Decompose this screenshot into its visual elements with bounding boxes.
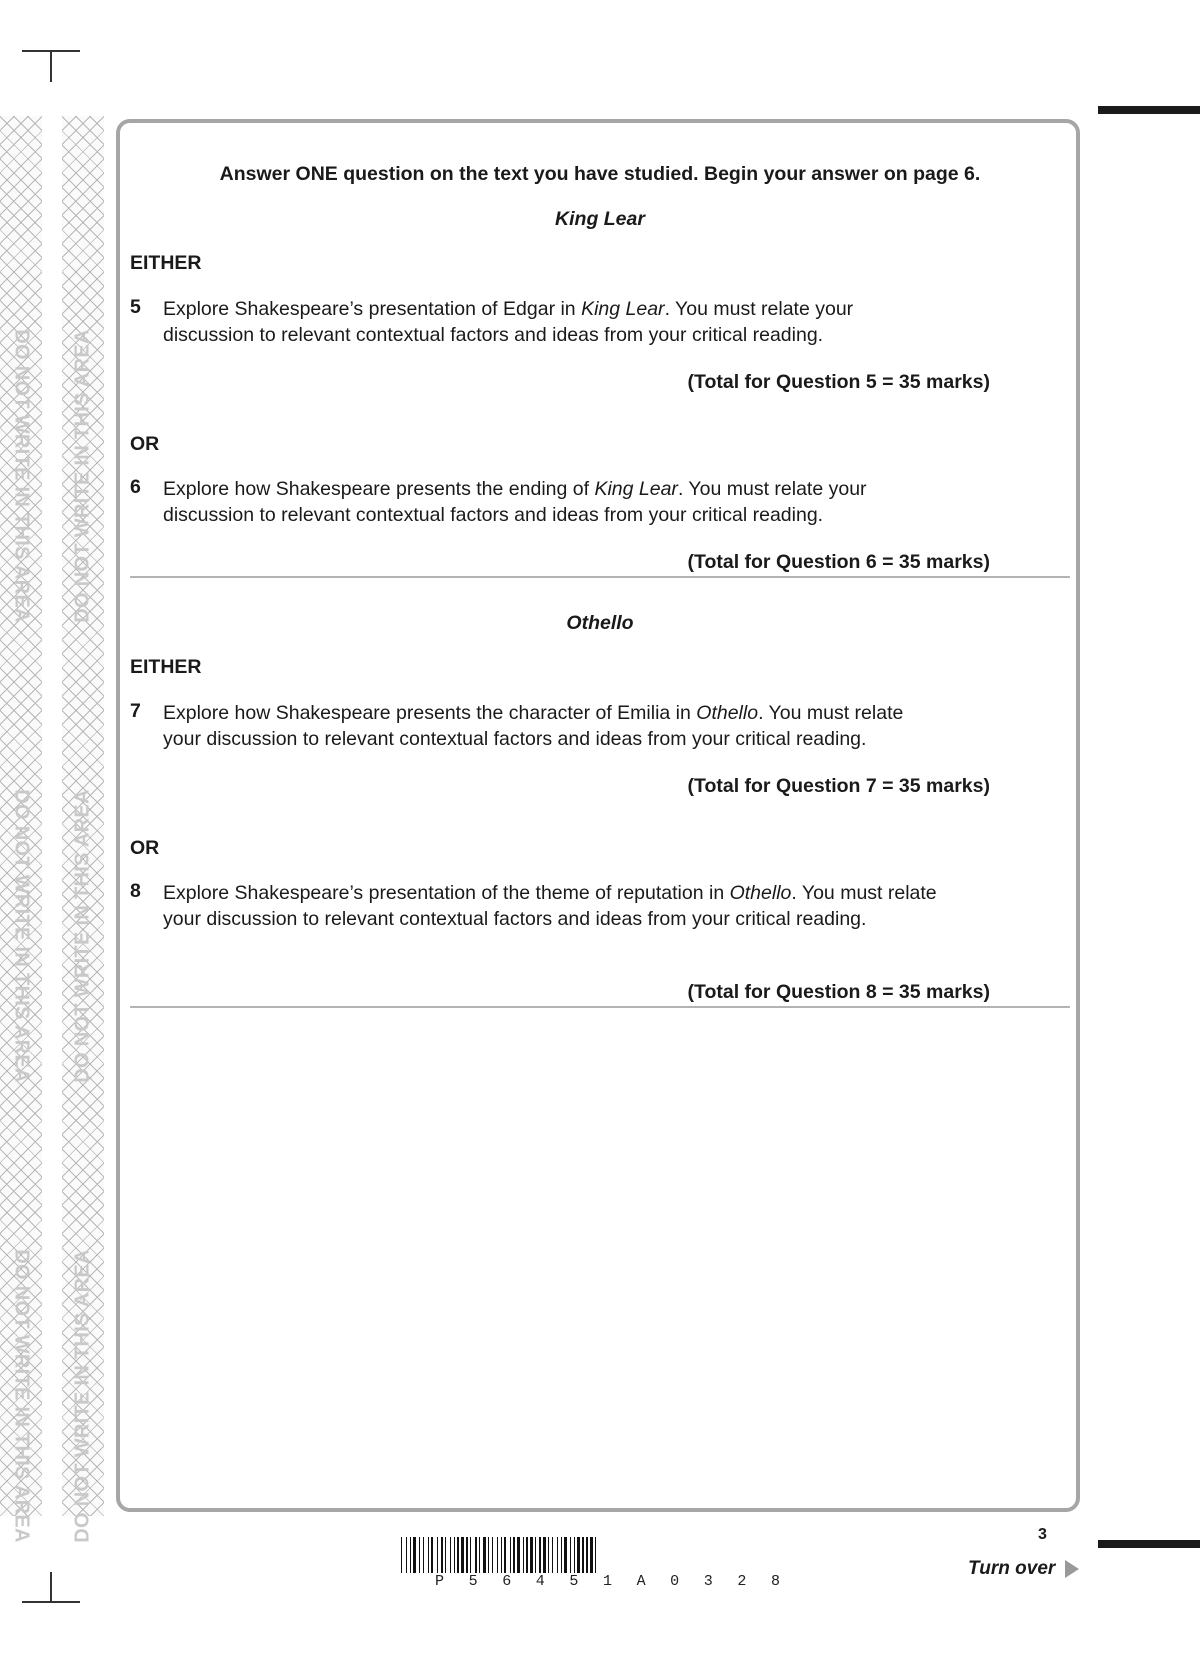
barcode-bar <box>479 1537 480 1573</box>
question-text <box>163 296 943 348</box>
barcode-bar <box>488 1537 489 1573</box>
margin-warning-text: DO NOT WRITE IN THIS AREA <box>71 329 94 623</box>
barcode-digit: 2 <box>737 1573 747 1590</box>
play-title-inline: King Lear <box>581 298 665 320</box>
instruction-text: Answer ONE question on the text you have studied. Begin your answer on page 6. <box>219 163 981 185</box>
barcode-bar <box>595 1537 596 1573</box>
question-text <box>163 880 943 932</box>
barcode-bar <box>419 1537 420 1573</box>
question-text-part: . You must relate your discussion to relevant contextual factors and ideas from your critical reading. <box>163 702 904 750</box>
arrow-right-icon <box>1065 1560 1079 1578</box>
barcode-bar <box>475 1537 477 1573</box>
barcode-bar <box>513 1537 515 1573</box>
barcode-bar <box>401 1537 402 1573</box>
barcode-bar <box>450 1537 451 1573</box>
barcode-bar <box>548 1537 549 1573</box>
barcode-bar <box>454 1537 455 1573</box>
turn-over <box>968 1558 1079 1580</box>
section-title: King Lear <box>555 208 645 230</box>
barcode-digit: 5 <box>468 1573 478 1590</box>
section-divider <box>130 576 1070 578</box>
question-text <box>163 700 943 752</box>
barcode-bar <box>461 1537 464 1573</box>
barcode-digit: 6 <box>502 1573 512 1590</box>
barcode-bar <box>582 1537 584 1573</box>
margin-hatch-right <box>62 116 104 1543</box>
margin-warning-text: DO NOT WRITE IN THIS AREA <box>10 1249 33 1543</box>
margin-hatch-left <box>0 116 42 1543</box>
barcode-bar <box>564 1537 567 1573</box>
margin-warning-text: DO NOT WRITE IN THIS AREA <box>71 789 94 1083</box>
question-number: 8 <box>130 880 141 902</box>
barcode-digit: 5 <box>569 1573 579 1590</box>
margin-warning-text: DO NOT WRITE IN THIS AREA <box>10 329 33 623</box>
barcode-bar <box>441 1537 443 1573</box>
edge-bar <box>1098 106 1200 114</box>
barcode-digit: 4 <box>535 1573 545 1590</box>
barcode-bar <box>410 1537 411 1573</box>
barcode-bar <box>539 1537 541 1573</box>
question-text-part: Explore how Shakespeare presents the ending of <box>163 478 595 500</box>
barcode-bar <box>483 1537 486 1573</box>
play-title-inline: King Lear <box>594 478 678 500</box>
barcode-bar <box>530 1537 533 1573</box>
question-text-part: Explore Shakespeare’s presentation of Edgar in <box>163 298 582 320</box>
margin-warning-text: DO NOT WRITE IN THIS AREA <box>10 789 33 1083</box>
barcode-bar <box>406 1537 407 1573</box>
barcode-bar <box>517 1537 520 1573</box>
play-title-inline: Othello <box>729 882 792 904</box>
crop-mark <box>50 1572 52 1602</box>
question-text-part: Explore Shakespeare’s presentation of the theme of reputation in <box>163 882 730 904</box>
barcode-digit: 8 <box>770 1573 780 1590</box>
barcode-bar <box>431 1537 433 1573</box>
barcode-bar <box>501 1537 502 1573</box>
question-total: (Total for Question 7 = 35 marks) <box>687 775 990 797</box>
barcode-bar <box>428 1537 429 1573</box>
barcode-bar <box>466 1537 468 1573</box>
question-number: 7 <box>130 700 141 722</box>
barcode-bar <box>413 1537 416 1573</box>
barcode-bar <box>561 1537 562 1573</box>
barcode-bar <box>492 1537 493 1573</box>
section-divider <box>130 1006 1070 1008</box>
barcode-bar <box>557 1537 558 1573</box>
or-label: OR <box>130 433 160 455</box>
question-total: (Total for Question 8 = 35 marks) <box>687 981 990 1003</box>
barcode-bar <box>526 1537 528 1573</box>
either-label: EITHER <box>130 656 202 678</box>
barcode-bar <box>523 1537 524 1573</box>
barcode-digit: 1 <box>602 1573 612 1590</box>
barcode-bar <box>470 1537 471 1573</box>
barcode-bar <box>445 1537 446 1573</box>
barcode-digit: 0 <box>670 1573 680 1590</box>
barcode-bar <box>504 1537 506 1573</box>
barcode-bar <box>570 1537 571 1573</box>
barcode-bar <box>590 1537 593 1573</box>
play-title-inline: Othello <box>696 702 759 724</box>
barcode-digit: 3 <box>703 1573 713 1590</box>
barcode-bar <box>423 1537 424 1573</box>
question-text <box>163 476 943 528</box>
barcode <box>401 1537 798 1573</box>
question-number: 5 <box>130 296 141 318</box>
barcode-bar <box>437 1537 438 1573</box>
question-text-part: Explore how Shakespeare presents the character of Emilia in <box>163 702 697 724</box>
page-number: 3 <box>1038 1526 1047 1543</box>
or-label: OR <box>130 837 160 859</box>
barcode-bar <box>535 1537 536 1573</box>
barcode-bar <box>586 1537 588 1573</box>
barcode-bar <box>497 1537 498 1573</box>
barcode-digit: A <box>636 1573 646 1590</box>
barcode-bar <box>552 1537 553 1573</box>
question-text-part: . You must relate your discussion to relevant contextual factors and ideas from your critical reading. <box>163 478 867 526</box>
question-text-part: . You must relate your discussion to relevant contextual factors and ideas from your critical reading. <box>163 298 854 346</box>
barcode-bar <box>510 1537 511 1573</box>
question-text-part: . You must relate your discussion to relevant contextual factors and ideas from your critical reading. <box>163 882 937 930</box>
question-number: 6 <box>130 476 141 498</box>
either-label: EITHER <box>130 252 202 274</box>
barcode-digits <box>435 1573 780 1590</box>
question-total: (Total for Question 6 = 35 marks) <box>687 551 990 573</box>
section-title: Othello <box>566 612 634 634</box>
barcode-bar <box>577 1537 580 1573</box>
crop-mark <box>50 50 52 82</box>
barcode-digit: P <box>435 1573 445 1590</box>
question-total: (Total for Question 5 = 35 marks) <box>687 371 990 393</box>
turn-over-label: Turn over <box>968 1558 1056 1579</box>
barcode-bar <box>457 1537 459 1573</box>
edge-bar <box>1098 1540 1200 1548</box>
margin-warning-text: DO NOT WRITE IN THIS AREA <box>71 1249 94 1543</box>
barcode-bar <box>574 1537 575 1573</box>
barcode-bar <box>543 1537 546 1573</box>
